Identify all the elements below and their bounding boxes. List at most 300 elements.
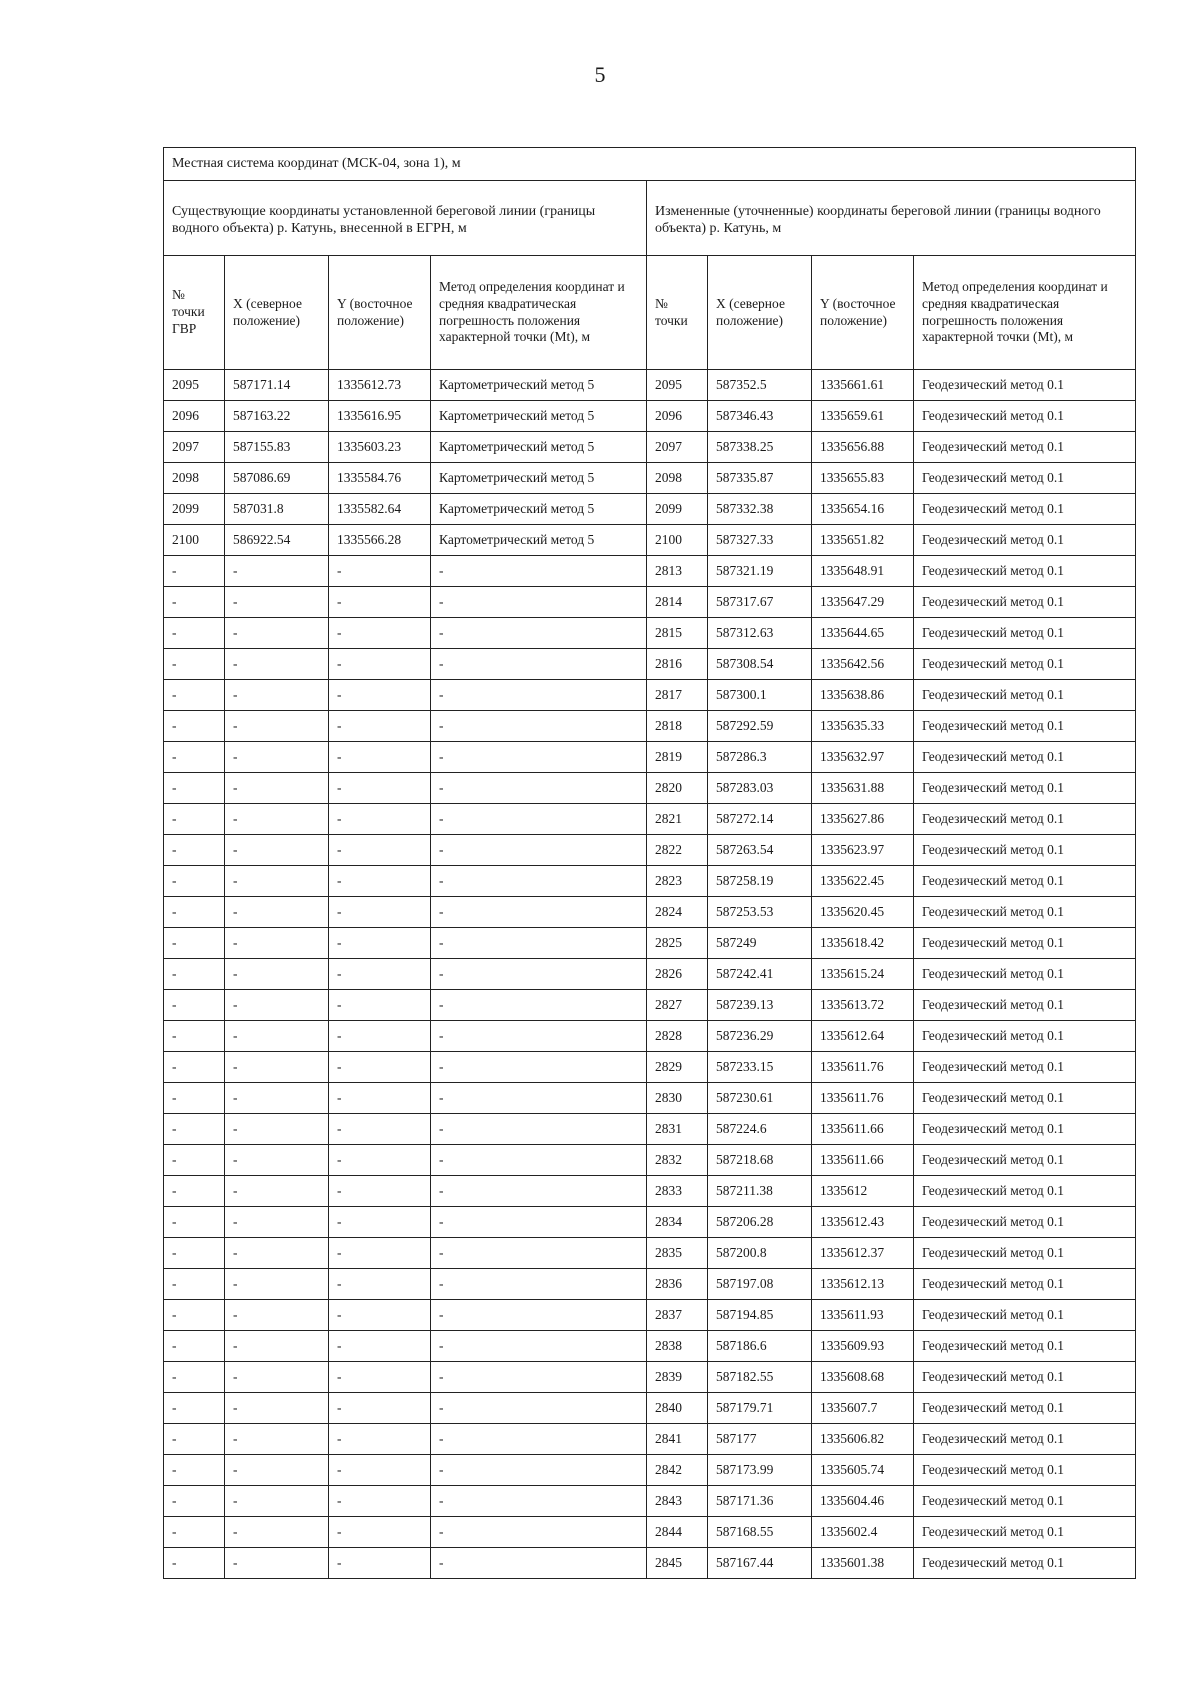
cell-method-updated: Геодезический метод 0.1: [914, 1393, 1136, 1424]
cell-x-updated: 587186.6: [708, 1331, 812, 1362]
cell-x-updated: 587173.99: [708, 1455, 812, 1486]
cell-point-gvr: 2100: [164, 525, 225, 556]
cell-x-updated: 587300.1: [708, 680, 812, 711]
cell-point-gvr: -: [164, 990, 225, 1021]
cell-method-existing: -: [431, 1517, 647, 1548]
cell-method-existing: -: [431, 1424, 647, 1455]
cell-method-existing: -: [431, 804, 647, 835]
cell-point-gvr: -: [164, 1145, 225, 1176]
cell-y-updated: 1335648.91: [812, 556, 914, 587]
cell-y-updated: 1335607.7: [812, 1393, 914, 1424]
cell-point-gvr: -: [164, 587, 225, 618]
cell-method-updated: Геодезический метод 0.1: [914, 1486, 1136, 1517]
header-point-gvr: № точки ГВР: [164, 256, 225, 370]
cell-method-updated: Геодезический метод 0.1: [914, 1052, 1136, 1083]
cell-method-existing: Картометрический метод 5: [431, 432, 647, 463]
cell-y-existing: -: [329, 1083, 431, 1114]
cell-point-updated: 2823: [647, 866, 708, 897]
cell-y-existing: -: [329, 866, 431, 897]
cell-method-updated: Геодезический метод 0.1: [914, 866, 1136, 897]
cell-x-existing: 587163.22: [225, 401, 329, 432]
cell-x-updated: 587308.54: [708, 649, 812, 680]
cell-y-existing: -: [329, 556, 431, 587]
cell-point-gvr: -: [164, 1083, 225, 1114]
cell-point-updated: 2819: [647, 742, 708, 773]
group-header-row: [164, 181, 1136, 256]
cell-x-existing: -: [225, 1486, 329, 1517]
cell-method-existing: -: [431, 1052, 647, 1083]
cell-y-updated: 1335620.45: [812, 897, 914, 928]
cell-point-gvr: -: [164, 1021, 225, 1052]
header-method-updated: Метод определения координат и средняя квадратическая погрешность положения характерной точки (Mt), м: [914, 256, 1136, 370]
table-row: [164, 525, 1136, 556]
cell-point-gvr: -: [164, 773, 225, 804]
cell-y-updated: 1335611.66: [812, 1145, 914, 1176]
cell-point-gvr: -: [164, 742, 225, 773]
cell-point-updated: 2817: [647, 680, 708, 711]
cell-point-updated: 2839: [647, 1362, 708, 1393]
cell-y-updated: 1335612.13: [812, 1269, 914, 1300]
cell-point-gvr: -: [164, 835, 225, 866]
cell-x-existing: -: [225, 1238, 329, 1269]
cell-y-updated: 1335611.76: [812, 1052, 914, 1083]
table-row: [164, 990, 1136, 1021]
cell-point-updated: 2815: [647, 618, 708, 649]
table-row: [164, 587, 1136, 618]
cell-method-existing: -: [431, 1114, 647, 1145]
cell-y-existing: -: [329, 897, 431, 928]
cell-y-updated: 1335631.88: [812, 773, 914, 804]
cell-point-updated: 2838: [647, 1331, 708, 1362]
cell-x-updated: 587200.8: [708, 1238, 812, 1269]
table-row: [164, 1176, 1136, 1207]
cell-y-updated: 1335632.97: [812, 742, 914, 773]
cell-point-updated: 2822: [647, 835, 708, 866]
table-row: [164, 680, 1136, 711]
cell-y-existing: -: [329, 1455, 431, 1486]
table-row: [164, 959, 1136, 990]
cell-method-updated: Геодезический метод 0.1: [914, 1424, 1136, 1455]
cell-method-existing: -: [431, 897, 647, 928]
cell-x-existing: -: [225, 1052, 329, 1083]
cell-y-updated: 1335651.82: [812, 525, 914, 556]
table-row: [164, 1486, 1136, 1517]
table-row: [164, 1455, 1136, 1486]
table-row: [164, 1269, 1136, 1300]
cell-x-updated: 587335.87: [708, 463, 812, 494]
cell-method-existing: -: [431, 649, 647, 680]
cell-point-gvr: -: [164, 1424, 225, 1455]
cell-x-existing: -: [225, 866, 329, 897]
cell-x-updated: 587179.71: [708, 1393, 812, 1424]
cell-y-existing: -: [329, 1052, 431, 1083]
cell-x-existing: -: [225, 773, 329, 804]
cell-x-updated: 587197.08: [708, 1269, 812, 1300]
cell-method-updated: Геодезический метод 0.1: [914, 680, 1136, 711]
table-row: [164, 711, 1136, 742]
cell-point-updated: 2097: [647, 432, 708, 463]
cell-point-updated: 2845: [647, 1548, 708, 1579]
cell-method-updated: Геодезический метод 0.1: [914, 1114, 1136, 1145]
table-row: [164, 804, 1136, 835]
cell-point-gvr: -: [164, 1238, 225, 1269]
cell-method-existing: -: [431, 1238, 647, 1269]
cell-x-existing: -: [225, 711, 329, 742]
cell-y-updated: 1335647.29: [812, 587, 914, 618]
cell-y-existing: 1335566.28: [329, 525, 431, 556]
cell-method-existing: -: [431, 1083, 647, 1114]
page-number: 5: [594, 62, 606, 87]
cell-y-updated: 1335611.66: [812, 1114, 914, 1145]
cell-x-updated: 587346.43: [708, 401, 812, 432]
cell-x-updated: 587292.59: [708, 711, 812, 742]
cell-point-updated: 2834: [647, 1207, 708, 1238]
cell-method-updated: Геодезический метод 0.1: [914, 401, 1136, 432]
cell-method-updated: Геодезический метод 0.1: [914, 618, 1136, 649]
cell-y-updated: 1335601.38: [812, 1548, 914, 1579]
column-header-row: [164, 256, 1136, 370]
cell-y-existing: 1335616.95: [329, 401, 431, 432]
cell-x-updated: 587312.63: [708, 618, 812, 649]
cell-y-updated: 1335608.68: [812, 1362, 914, 1393]
cell-x-existing: 587155.83: [225, 432, 329, 463]
table-row: [164, 1114, 1136, 1145]
header-point-updated: № точки: [647, 256, 708, 370]
cell-method-existing: -: [431, 1145, 647, 1176]
cell-method-existing: Картометрический метод 5: [431, 494, 647, 525]
cell-method-existing: Картометрический метод 5: [431, 401, 647, 432]
cell-method-existing: -: [431, 742, 647, 773]
cell-point-gvr: -: [164, 711, 225, 742]
cell-method-existing: -: [431, 618, 647, 649]
cell-y-existing: -: [329, 990, 431, 1021]
cell-x-existing: -: [225, 1176, 329, 1207]
cell-method-existing: -: [431, 990, 647, 1021]
cell-point-updated: 2835: [647, 1238, 708, 1269]
cell-x-updated: 587177: [708, 1424, 812, 1455]
table-row: [164, 1083, 1136, 1114]
table-row: [164, 1362, 1136, 1393]
cell-x-updated: 587194.85: [708, 1300, 812, 1331]
cell-method-updated: Геодезический метод 0.1: [914, 1238, 1136, 1269]
cell-method-updated: Геодезический метод 0.1: [914, 1176, 1136, 1207]
table-row: [164, 1424, 1136, 1455]
cell-x-updated: 587249: [708, 928, 812, 959]
cell-y-updated: 1335611.76: [812, 1083, 914, 1114]
cell-x-updated: 587171.36: [708, 1486, 812, 1517]
cell-y-updated: 1335618.42: [812, 928, 914, 959]
cell-x-updated: 587283.03: [708, 773, 812, 804]
table-row: [164, 773, 1136, 804]
cell-method-existing: Картометрический метод 5: [431, 370, 647, 401]
cell-y-updated: 1335612.64: [812, 1021, 914, 1052]
cell-method-updated: Геодезический метод 0.1: [914, 711, 1136, 742]
cell-y-updated: 1335615.24: [812, 959, 914, 990]
cell-point-gvr: -: [164, 959, 225, 990]
cell-y-updated: 1335654.16: [812, 494, 914, 525]
cell-method-updated: Геодезический метод 0.1: [914, 587, 1136, 618]
cell-method-updated: Геодезический метод 0.1: [914, 1517, 1136, 1548]
cell-point-updated: 2832: [647, 1145, 708, 1176]
cell-x-existing: -: [225, 1021, 329, 1052]
cell-y-existing: -: [329, 1393, 431, 1424]
cell-y-existing: -: [329, 1517, 431, 1548]
cell-x-updated: 587218.68: [708, 1145, 812, 1176]
cell-method-updated: Геодезический метод 0.1: [914, 928, 1136, 959]
cell-point-updated: 2830: [647, 1083, 708, 1114]
cell-y-existing: -: [329, 1145, 431, 1176]
cell-x-existing: 586922.54: [225, 525, 329, 556]
cell-method-updated: Геодезический метод 0.1: [914, 835, 1136, 866]
cell-point-gvr: -: [164, 649, 225, 680]
cell-y-updated: 1335622.45: [812, 866, 914, 897]
cell-point-updated: 2100: [647, 525, 708, 556]
cell-method-updated: Геодезический метод 0.1: [914, 432, 1136, 463]
cell-y-updated: 1335606.82: [812, 1424, 914, 1455]
cell-y-existing: -: [329, 1548, 431, 1579]
cell-method-updated: Геодезический метод 0.1: [914, 1455, 1136, 1486]
cell-point-updated: 2824: [647, 897, 708, 928]
cell-x-updated: 587242.41: [708, 959, 812, 990]
cell-method-updated: Геодезический метод 0.1: [914, 1145, 1136, 1176]
cell-y-updated: 1335604.46: [812, 1486, 914, 1517]
cell-x-existing: -: [225, 1517, 329, 1548]
cell-x-updated: 587263.54: [708, 835, 812, 866]
cell-x-existing: -: [225, 1114, 329, 1145]
cell-x-existing: -: [225, 1331, 329, 1362]
cell-method-existing: -: [431, 835, 647, 866]
coordinates-table: [163, 147, 1136, 1579]
cell-method-updated: Геодезический метод 0.1: [914, 1300, 1136, 1331]
table-row: [164, 556, 1136, 587]
cell-x-existing: -: [225, 804, 329, 835]
cell-method-updated: Геодезический метод 0.1: [914, 525, 1136, 556]
cell-x-existing: -: [225, 587, 329, 618]
cell-y-updated: 1335655.83: [812, 463, 914, 494]
cell-y-updated: 1335609.93: [812, 1331, 914, 1362]
cell-point-updated: 2831: [647, 1114, 708, 1145]
cell-x-existing: 587086.69: [225, 463, 329, 494]
cell-x-existing: -: [225, 649, 329, 680]
cell-y-existing: -: [329, 1331, 431, 1362]
cell-y-updated: 1335612: [812, 1176, 914, 1207]
cell-method-existing: -: [431, 556, 647, 587]
cell-point-updated: 2099: [647, 494, 708, 525]
cell-x-existing: -: [225, 742, 329, 773]
cell-y-existing: -: [329, 618, 431, 649]
cell-method-updated: Геодезический метод 0.1: [914, 1331, 1136, 1362]
cell-y-updated: 1335644.65: [812, 618, 914, 649]
table-row: [164, 1052, 1136, 1083]
cell-point-gvr: -: [164, 1114, 225, 1145]
cell-x-existing: 587031.8: [225, 494, 329, 525]
cell-point-gvr: -: [164, 866, 225, 897]
cell-method-existing: -: [431, 1021, 647, 1052]
table-row: [164, 1300, 1136, 1331]
cell-x-existing: -: [225, 1300, 329, 1331]
cell-point-updated: 2821: [647, 804, 708, 835]
cell-point-updated: 2096: [647, 401, 708, 432]
cell-point-updated: 2820: [647, 773, 708, 804]
cell-y-updated: 1335661.61: [812, 370, 914, 401]
cell-point-updated: 2825: [647, 928, 708, 959]
cell-x-updated: 587332.38: [708, 494, 812, 525]
cell-y-updated: 1335613.72: [812, 990, 914, 1021]
cell-point-updated: 2818: [647, 711, 708, 742]
cell-method-existing: -: [431, 928, 647, 959]
table-row: [164, 370, 1136, 401]
table-row: [164, 835, 1136, 866]
cell-point-updated: 2813: [647, 556, 708, 587]
cell-method-updated: Геодезический метод 0.1: [914, 773, 1136, 804]
cell-y-updated: 1335602.4: [812, 1517, 914, 1548]
cell-point-gvr: -: [164, 680, 225, 711]
cell-y-updated: 1335612.37: [812, 1238, 914, 1269]
cell-method-updated: Геодезический метод 0.1: [914, 1362, 1136, 1393]
cell-method-existing: -: [431, 959, 647, 990]
cell-x-existing: -: [225, 1393, 329, 1424]
header-x-updated: X (северное положение): [708, 256, 812, 370]
table-row: [164, 1207, 1136, 1238]
cell-method-updated: Геодезический метод 0.1: [914, 742, 1136, 773]
cell-x-updated: 587233.15: [708, 1052, 812, 1083]
cell-y-existing: -: [329, 804, 431, 835]
cell-method-updated: Геодезический метод 0.1: [914, 463, 1136, 494]
table-row: [164, 866, 1136, 897]
table-row: [164, 1021, 1136, 1052]
cell-x-updated: 587239.13: [708, 990, 812, 1021]
cell-point-gvr: -: [164, 1331, 225, 1362]
cell-x-existing: 587171.14: [225, 370, 329, 401]
cell-y-updated: 1335638.86: [812, 680, 914, 711]
cell-y-existing: -: [329, 649, 431, 680]
cell-point-updated: 2843: [647, 1486, 708, 1517]
cell-method-updated: Геодезический метод 0.1: [914, 804, 1136, 835]
cell-method-updated: Геодезический метод 0.1: [914, 990, 1136, 1021]
header-y-updated: Y (восточное положение): [812, 256, 914, 370]
table-title-row: [164, 148, 1136, 181]
cell-point-updated: 2814: [647, 587, 708, 618]
cell-method-existing: -: [431, 1331, 647, 1362]
cell-method-existing: -: [431, 1486, 647, 1517]
cell-y-existing: 1335584.76: [329, 463, 431, 494]
cell-x-updated: 587236.29: [708, 1021, 812, 1052]
cell-x-existing: -: [225, 1083, 329, 1114]
cell-x-existing: -: [225, 1145, 329, 1176]
cell-x-existing: -: [225, 680, 329, 711]
cell-point-gvr: -: [164, 897, 225, 928]
table-row: [164, 1238, 1136, 1269]
cell-point-updated: 2841: [647, 1424, 708, 1455]
cell-point-updated: 2816: [647, 649, 708, 680]
cell-method-existing: -: [431, 1300, 647, 1331]
cell-y-existing: -: [329, 1486, 431, 1517]
cell-point-updated: 2840: [647, 1393, 708, 1424]
cell-point-updated: 2827: [647, 990, 708, 1021]
cell-point-updated: 2829: [647, 1052, 708, 1083]
cell-point-gvr: -: [164, 1052, 225, 1083]
cell-point-gvr: -: [164, 556, 225, 587]
cell-y-existing: -: [329, 835, 431, 866]
table-row: [164, 494, 1136, 525]
cell-point-gvr: -: [164, 1486, 225, 1517]
cell-method-existing: -: [431, 1362, 647, 1393]
cell-point-gvr: 2097: [164, 432, 225, 463]
cell-point-gvr: -: [164, 1207, 225, 1238]
table-row: [164, 618, 1136, 649]
cell-method-updated: Геодезический метод 0.1: [914, 494, 1136, 525]
cell-method-existing: -: [431, 773, 647, 804]
cell-method-existing: -: [431, 866, 647, 897]
cell-x-existing: -: [225, 1362, 329, 1393]
cell-method-existing: -: [431, 680, 647, 711]
cell-y-updated: 1335659.61: [812, 401, 914, 432]
cell-method-updated: Геодезический метод 0.1: [914, 897, 1136, 928]
cell-x-existing: -: [225, 835, 329, 866]
cell-y-existing: -: [329, 1238, 431, 1269]
table-row: [164, 432, 1136, 463]
cell-x-updated: 587286.3: [708, 742, 812, 773]
cell-point-updated: 2844: [647, 1517, 708, 1548]
cell-x-updated: 587352.5: [708, 370, 812, 401]
cell-method-existing: -: [431, 1455, 647, 1486]
cell-point-updated: 2095: [647, 370, 708, 401]
cell-method-existing: -: [431, 1207, 647, 1238]
cell-x-updated: 587338.25: [708, 432, 812, 463]
cell-method-updated: Геодезический метод 0.1: [914, 959, 1136, 990]
table-row: [164, 463, 1136, 494]
cell-x-existing: -: [225, 959, 329, 990]
cell-x-updated: 587182.55: [708, 1362, 812, 1393]
cell-y-existing: -: [329, 1269, 431, 1300]
cell-x-updated: 587224.6: [708, 1114, 812, 1145]
cell-point-gvr: -: [164, 1455, 225, 1486]
cell-y-existing: -: [329, 680, 431, 711]
cell-y-updated: 1335611.93: [812, 1300, 914, 1331]
cell-point-updated: 2833: [647, 1176, 708, 1207]
cell-y-existing: -: [329, 1207, 431, 1238]
cell-y-existing: -: [329, 773, 431, 804]
table-row: [164, 1548, 1136, 1579]
cell-point-gvr: -: [164, 1362, 225, 1393]
cell-method-updated: Геодезический метод 0.1: [914, 1548, 1136, 1579]
header-y-existing: Y (восточное положение): [329, 256, 431, 370]
cell-point-updated: 2842: [647, 1455, 708, 1486]
cell-x-existing: -: [225, 1455, 329, 1486]
cell-y-existing: -: [329, 928, 431, 959]
cell-point-updated: 2098: [647, 463, 708, 494]
cell-y-existing: -: [329, 711, 431, 742]
cell-method-existing: -: [431, 1548, 647, 1579]
header-x-existing: X (северное положение): [225, 256, 329, 370]
cell-method-updated: Геодезический метод 0.1: [914, 1083, 1136, 1114]
cell-point-gvr: -: [164, 1176, 225, 1207]
cell-y-updated: 1335635.33: [812, 711, 914, 742]
cell-y-updated: 1335627.86: [812, 804, 914, 835]
cell-method-existing: Картометрический метод 5: [431, 525, 647, 556]
cell-x-existing: -: [225, 1269, 329, 1300]
cell-x-existing: -: [225, 618, 329, 649]
cell-y-existing: -: [329, 959, 431, 990]
cell-x-updated: 587167.44: [708, 1548, 812, 1579]
table-row: [164, 1517, 1136, 1548]
cell-x-updated: 587327.33: [708, 525, 812, 556]
cell-point-gvr: -: [164, 1269, 225, 1300]
cell-method-updated: Геодезический метод 0.1: [914, 1021, 1136, 1052]
cell-point-gvr: -: [164, 804, 225, 835]
table-row: [164, 1393, 1136, 1424]
table-row: [164, 928, 1136, 959]
